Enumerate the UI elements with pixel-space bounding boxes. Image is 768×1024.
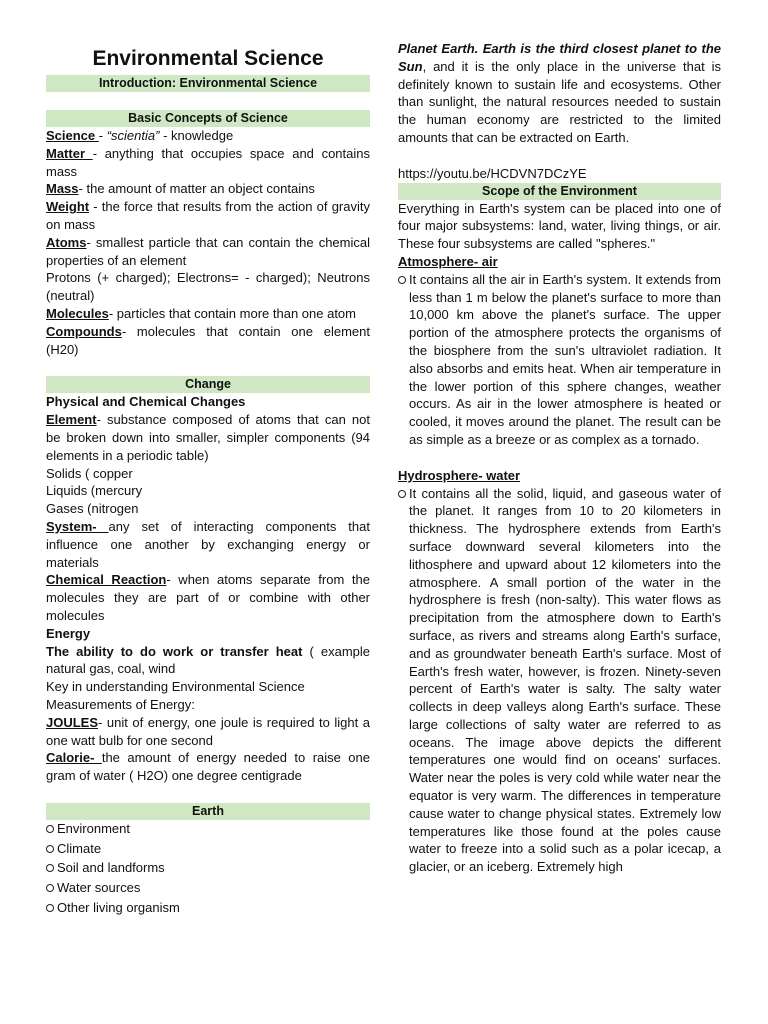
document-title: Environmental Science [92,47,324,70]
section-header-change: Change [46,376,370,393]
section-header-basic-concepts: Basic Concepts of Science [46,110,370,127]
term-science: Science [46,128,99,143]
definition-system: System- any set of interacting components that influence one another by exchanging energy or materials [46,518,370,570]
definition-molecules: Molecules- particles that contain more than one atom [46,305,356,321]
hydrosphere-list [398,485,721,877]
right-column [398,40,721,876]
protons-electrons-line: Protons (+ charged); Electrons= - charged); Neutrons (neutral) [46,270,370,304]
definition-weight: Weight - the force that results from the action of gravity on mass [46,199,370,232]
list-item: Soil and landforms [46,859,370,877]
definition-compounds: Compounds- molecules that contain one element (H20) [46,323,370,357]
key-understanding-line: Key in understanding Environmental Science [46,679,305,695]
definition-atoms: Atoms- smallest particle that can contain the chemical properties of an element [46,234,370,268]
video-link[interactable]: https://youtu.be/HCDVN7DCzYE [398,165,587,181]
energy-heading: Energy [46,625,91,641]
planet-earth-paragraph: Planet Earth. Earth is the third closest planet to the Sun, and it is the only place in the universe that is definitely known to sustain life and ecosystems. Other than sunlight, the natural resources needed to sustain the human economy are restricted to the limited amounts that can be extracted on Earth. [398,41,721,145]
gases-line: Gases (nitrogen [46,501,139,517]
left-column [46,40,370,919]
definition-joules: JOULES- unit of energy, one joule is required to light a one watt bulb for one second [46,714,370,748]
measurements-line: Measurements of Energy: [46,696,195,712]
definition-element: Element- substance composed of atoms that can not be broken down into smaller, simpler components (94 elements in a periodic table) [46,412,370,463]
section-header-introduction: Introduction: Environmental Science [46,75,370,92]
section-header-earth: Earth [46,803,370,820]
definition-calorie: Calorie- the amount of energy needed to raise one gram of water ( H2O) one degree centigrade [46,750,370,784]
solids-line: Solids ( copper [46,465,133,481]
list-item: It contains all the solid, liquid, and gaseous water of the planet. It ranges from 10 to 20 kilometers in thickness. The hydrosphere extends from Earth's surface downward several kilometers into the lithosphere and upward about 12 kilometers into the atmosphere. A small portion of the water in the hydrosphere is fresh (non-salty). This water flows as precipitation from the atmosphere down to Earth's surface, as rivers and streams along Earth's surface, and as groundwater beneath Earth's surface. Most of Earth's fresh water, however, is frozen. Ninety-seven percent of Earth's water is salty. The salty water collects in deep valleys along Earth's surface. These large collections of salty water are referred to as oceans. The image above depicts the different temperatures one would find on oceans' surfaces. Water near the poles is very cold while water near the equator is very warm. The differences in temperature cause water to change physical states. Extremely low temperatures like those found at the poles cause water to freeze into a solid such as a polar icecap, a glacier, or an iceberg. Extremely high [398,485,721,877]
atmosphere-list [398,271,721,449]
earth-list [46,820,370,917]
section-header-scope: Scope of the Environment [398,183,721,200]
definition-chemical-reaction: Chemical Reaction- when atoms separate from the molecules they are part of or combine with other molecules [46,572,370,623]
definition-matter: Matter - anything that occupies space and contains mass [46,145,370,179]
list-item: Other living organism [46,899,370,917]
energy-definition: The ability to do work or transfer heat ( example natural gas, coal, wind [46,643,370,677]
atmosphere-heading: Atmosphere- air [398,253,498,269]
list-item: It contains all the air in Earth's system. It extends from less than 1 m below the planet's surface to more than 10,000 km above the planet's surface. The upper portion of the atmosphere protects the organisms of the biosphere from the sun's ultraviolet radiation. It also absorbs and emits heat. When air temperature in the lower portion of this sphere changes, weather occurs. As air in the lower atmosphere is heated or cooled, it moves around the planet. The result can be as simple as a breeze or as complex as a tornado. [398,271,721,449]
subheading-physical-chemical: Physical and Chemical Changes [46,394,246,410]
list-item: Climate [46,840,370,858]
list-item: Environment [46,820,370,838]
definition-mass: Mass- the amount of matter an object contains [46,181,315,197]
list-item: Water sources [46,879,370,897]
scope-paragraph: Everything in Earth's system can be placed into one of four major subsystems: land, water, living things, or air. These four subsystems are called "spheres." [398,200,721,252]
definition-science: Science - “scientia” - knowledge [46,128,234,143]
liquids-line: Liquids (mercury [46,483,143,499]
hydrosphere-heading: Hydrosphere- water [398,467,521,483]
